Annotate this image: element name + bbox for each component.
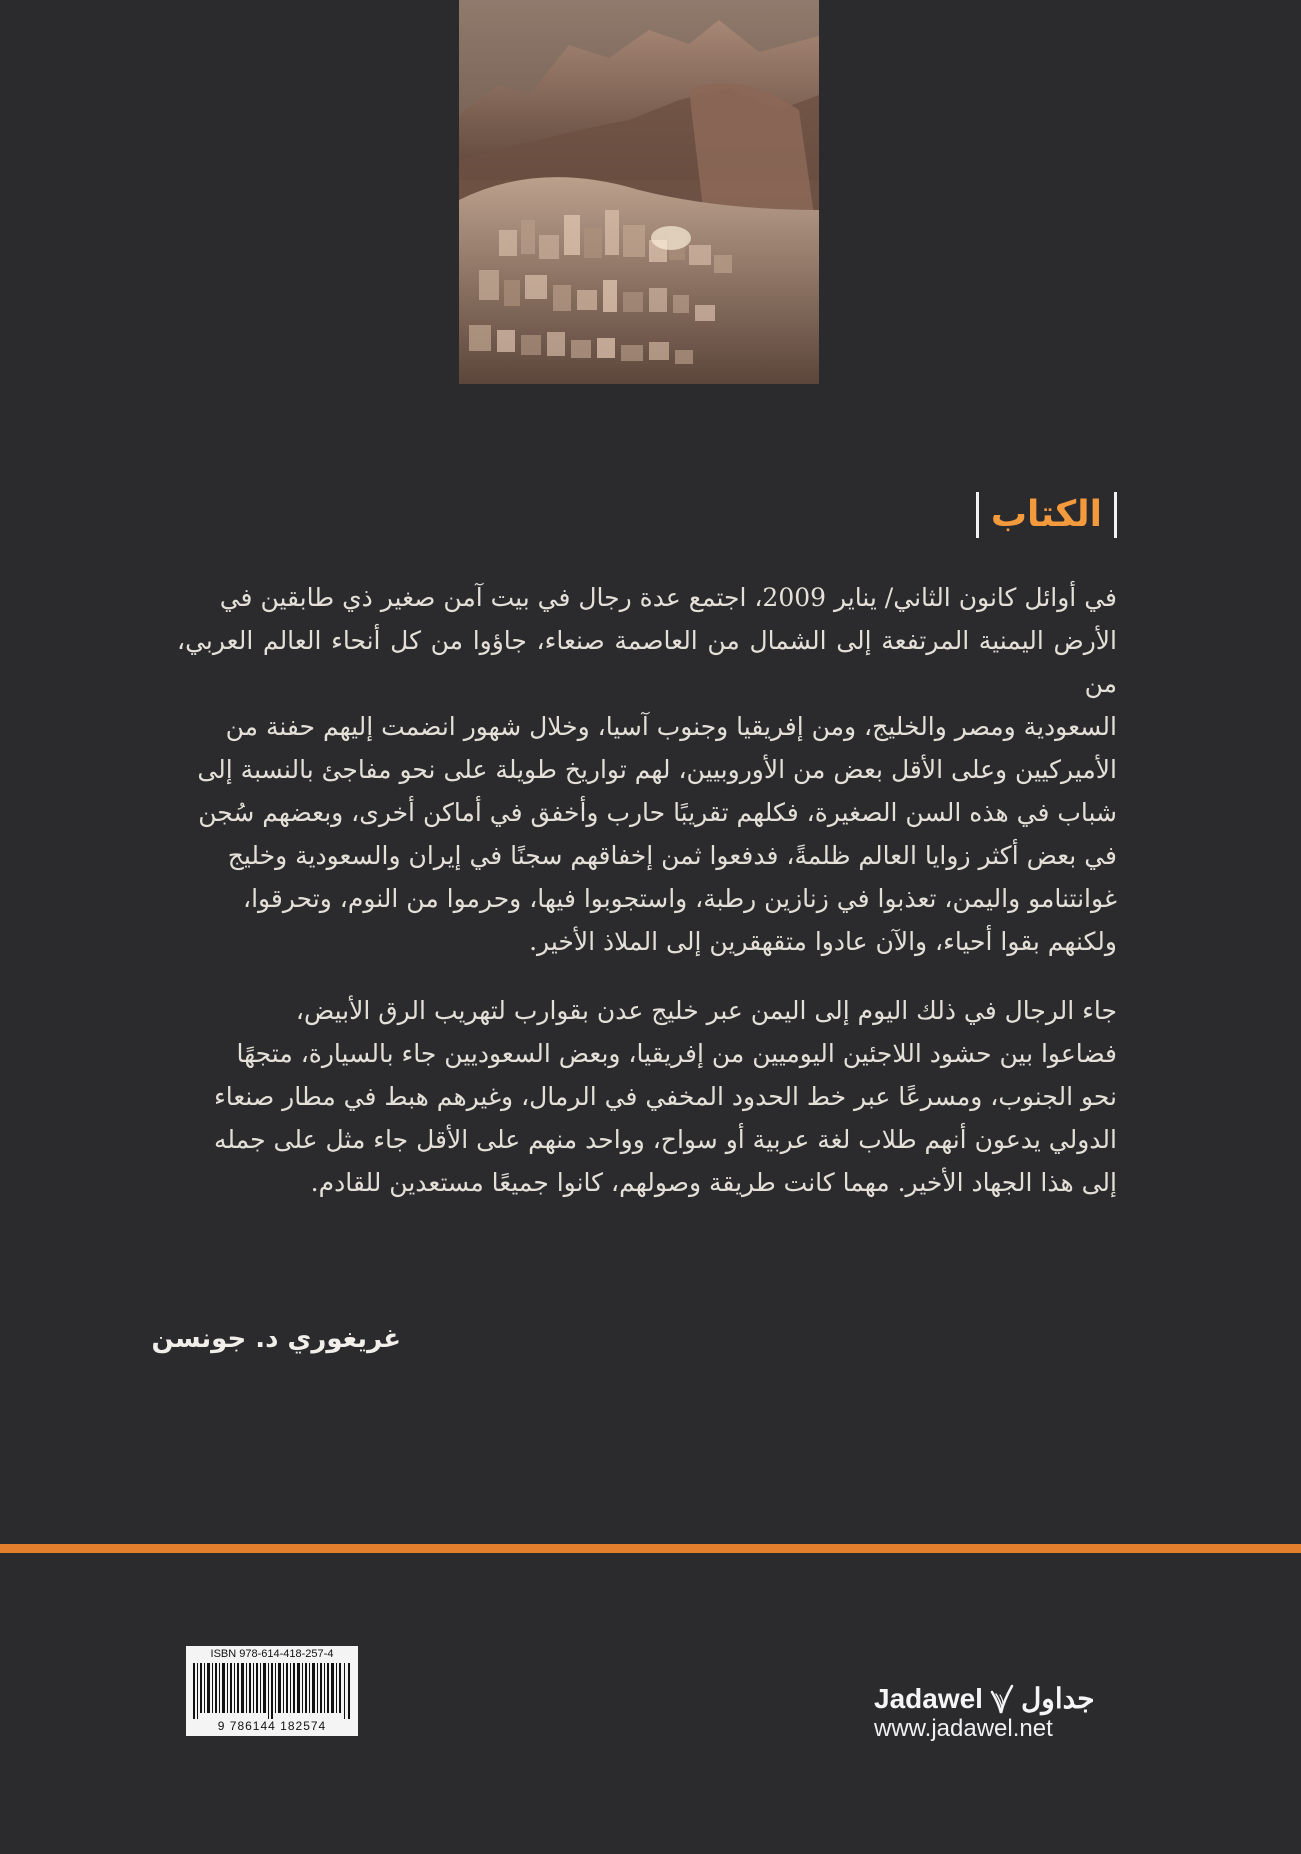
wing-check-icon <box>989 1684 1015 1714</box>
paragraph-2-line-4: الدولي يدعون أنهم طلاب لغة عربية أو سواح، وواحد منهم على الأقل جاء مثل على جمله <box>213 1125 1117 1154</box>
paragraph-2-line-3: نحو الجنوب، ومسرعًا عبر خط الحدود المخفي في الرمال، وغيرهم هبط في مطار صنعاء <box>213 1082 1117 1111</box>
heading-bar-right <box>1114 492 1117 538</box>
paragraph-1-line-2: الأرض اليمنية المرتفعة إلى الشمال من العاصمة صنعاء، جاؤوا من كل أنحاء العالم العربي، من <box>177 626 1117 698</box>
publisher-name-en: Jadawel <box>874 1683 983 1714</box>
paragraph-1-line-6: في بعض أكثر زوايا العالم ظلمةً، فدفعوا ثمن إخفاقهم سجنًا في إيران والسعودية وخليج <box>227 841 1117 870</box>
paragraph-1-line-3: السعودية ومصر والخليج، ومن إفريقيا وجنوب آسيا، وخلال شهور انضمت إليهم حفنة من <box>225 712 1117 741</box>
publisher-brand <box>874 1684 1114 1750</box>
isbn-barcode <box>186 1646 358 1736</box>
paragraph-2-line-2: فضاعوا بين حشود اللاجئين اليوميين من إفريقيا، وبعض السعوديين جاء بالسيارة، متجهًا <box>236 1039 1117 1068</box>
section-heading <box>976 492 1117 538</box>
publisher-url: www.jadawel.net <box>874 1715 1053 1742</box>
paragraph-1-line-7: غوانتنامو واليمن، تعذبوا في زنازين رطبة، واستجوبوا فيها، وحرموا من النوم، وتحرقوا، <box>243 884 1117 913</box>
description-paragraph-2 <box>177 989 1117 1204</box>
book-description <box>177 576 1117 1230</box>
description-paragraph-1 <box>177 576 1117 963</box>
publisher-logo-row <box>874 1684 1114 1714</box>
paragraph-1-line-5: شباب في هذه السن الصغيرة، فكلهم تقريبًا حارب وأخفق في أماكن أخرى، وبعضهم سُجن <box>198 798 1117 827</box>
paragraph-2-line-1: جاء الرجال في ذلك اليوم إلى اليمن عبر خليج عدن بقوارب لتهريب الرق الأبيض، <box>295 996 1117 1025</box>
paragraph-1-line-1: في أوائل كانون الثاني/ يناير 2009، اجتمع عدة رجال في بيت آمن صغير ذي طابقين في <box>219 583 1117 612</box>
publisher-name-ar: جداول <box>1020 1683 1095 1714</box>
section-title: الكتاب <box>990 494 1102 535</box>
barcode-bars-icon <box>191 1663 353 1719</box>
heading-bar-left <box>976 492 979 538</box>
isbn-label: ISBN 978-614-418-257-4 <box>210 1648 334 1660</box>
orange-divider <box>0 1544 1301 1553</box>
paragraph-1-line-4: الأميركيين وعلى الأقل بعض من الأوروبيين، لهم تواريخ طويلة على نحو مفاجئ بالنسبة إلى <box>197 755 1117 784</box>
paragraph-1-line-8: ولكنهم بقوا أحياء، والآن عادوا متقهقرين إلى الملاذ الأخير. <box>529 927 1117 956</box>
cover-photo-art <box>459 0 819 384</box>
cover-photo-yemen-town <box>459 0 819 384</box>
paragraph-2-line-5: إلى هذا الجهاد الأخير. مهما كانت طريقة وصولهم، كانوا جميعًا مستعدين للقادم. <box>310 1168 1117 1197</box>
isbn-digits: 9 786144 182574 <box>217 1719 327 1733</box>
author-name: غريغوري د. جونسن <box>151 1324 401 1354</box>
